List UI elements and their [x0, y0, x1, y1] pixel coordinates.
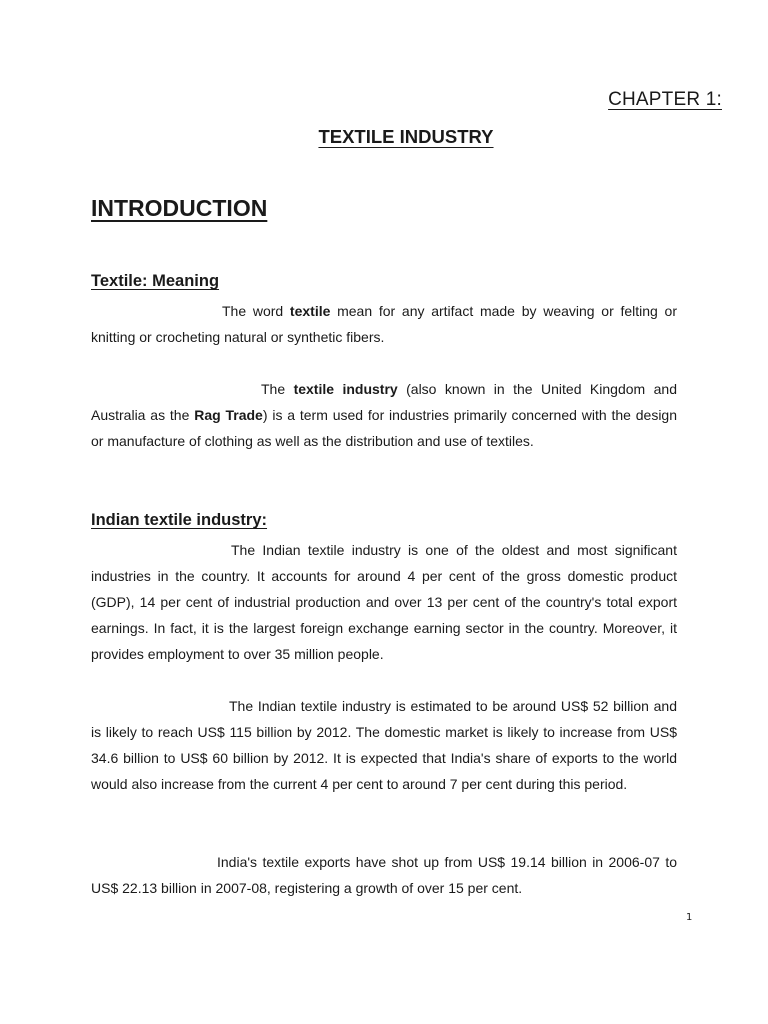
text-run: The	[261, 381, 294, 397]
section-heading-indian-textile-industry: Indian textile industry:	[91, 511, 268, 529]
page-title: TEXTILE INDUSTRY	[318, 126, 494, 147]
paragraph-textile-industry-definition	[91, 376, 677, 454]
bold-term-textile: textile	[289, 303, 331, 319]
paragraph-textile-definition	[91, 298, 677, 350]
introduction-heading: INTRODUCTION	[91, 195, 268, 221]
text-run: mean for any artifact made by weaving or felting or knitting or crocheting natural or synthetic fibers.	[91, 303, 677, 345]
text-run: (also known in the United Kingdom and Australia as the	[91, 381, 677, 423]
paragraph-indian-industry-size: The Indian textile industry is estimated to be around US$ 52 billion and is likely to reach US$ 115 billion by 2012. The domestic market is likely to increase from US$ 34.6 billion to US$ 60 billion by 2012. It is expected that India's share of exports to the world would also increase from the current 4 per cent to around 7 per cent during this period.	[91, 698, 677, 792]
chapter-label: CHAPTER 1:	[608, 89, 722, 110]
page-number: 1	[686, 912, 693, 923]
bold-term-rag-trade: Rag Trade	[194, 407, 263, 423]
text-run: The word	[222, 303, 290, 319]
bold-term-textile-industry: textile industry	[293, 381, 398, 397]
paragraph-textile-exports: India's textile exports have shot up from US$ 19.14 billion in 2006-07 to US$ 22.13 billion in 2007-08, registering a growth of over 15 per cent.	[91, 854, 677, 896]
paragraph-indian-industry-overview: The Indian textile industry is one of the oldest and most significant industries in the country. It accounts for around 4 per cent of the gross domestic product (GDP), 14 per cent of industrial production and over 13 per cent of the country's total export earnings. In fact, it is the largest foreign exchange earning sector in the country. Moreover, it provides employment to over 35 million people.	[91, 542, 677, 662]
text-run: ) is a term used for industries primarily concerned with the design or manufacture of clothing as well as the distribution and use of textiles.	[91, 407, 677, 449]
section-heading-textile-meaning: Textile: Meaning	[91, 272, 220, 290]
